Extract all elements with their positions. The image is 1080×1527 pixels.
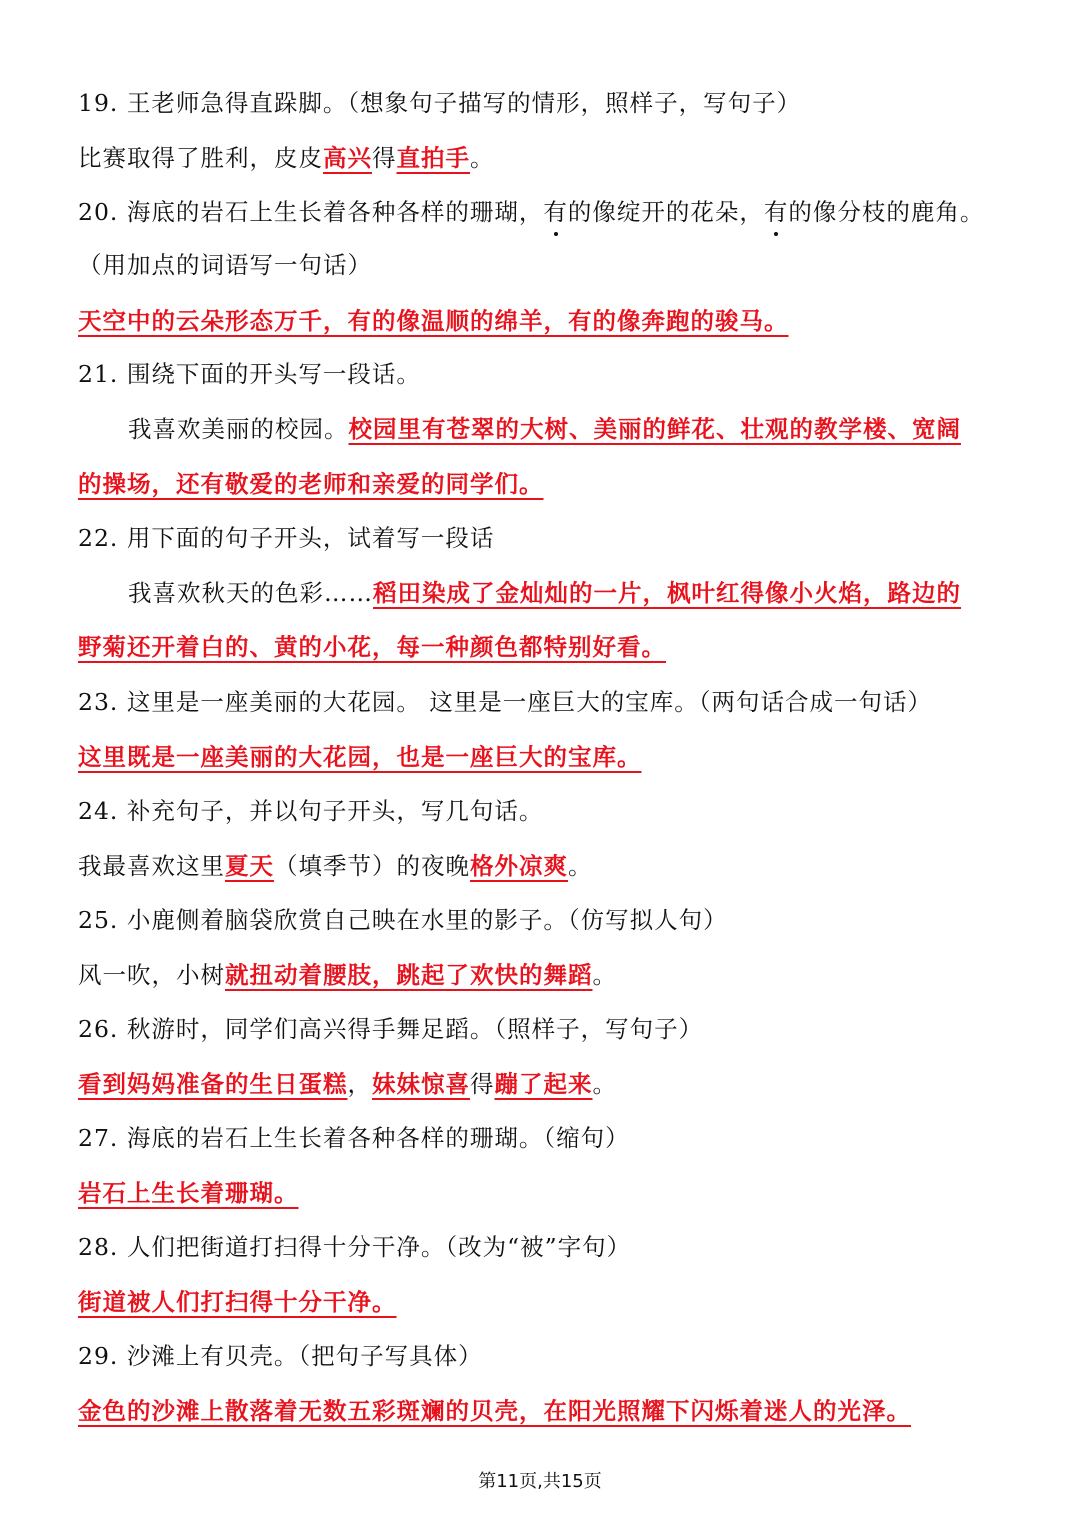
q28-prompt: 28. 人们把街道打扫得十分干净。（改为“被”字句） — [78, 1233, 632, 1261]
q24-answer-prefix: 我最喜欢这里 — [78, 852, 225, 880]
q24-answer-line — [78, 849, 1010, 883]
q21-lead: 我喜欢美丽的校园。 — [128, 415, 349, 443]
q28-answer: 街道被人们打扫得十分干净。 — [78, 1288, 397, 1316]
q19-prompt: 19. 王老师急得直跺脚。（想象句子描写的情形，照样子，写句子） — [78, 89, 802, 117]
q19-answer-fill-1: 高兴 — [323, 144, 372, 172]
q26-answer-fill-2: 妹妹惊喜 — [372, 1070, 470, 1098]
q20-answer: 天空中的云朵形态万千，有的像温顺的绵羊，有的像奔跑的骏马。 — [78, 307, 789, 335]
q26-answer-end: 。 — [592, 1070, 617, 1098]
q26-answer-fill-3: 蹦了起来 — [494, 1070, 593, 1098]
q24-prompt: 24. 补充句子，并以句子开头，写几句话。 — [78, 797, 544, 825]
q27-prompt: 27. 海底的岩石上生长着各种各样的珊瑚。（缩句） — [78, 1124, 630, 1152]
q29-prompt: 29. 沙滩上有贝壳。（把句子写具体） — [78, 1342, 483, 1370]
q26-answer-line — [78, 1067, 1010, 1101]
q21-answer-line-2 — [78, 467, 1010, 501]
q22-lead: 我喜欢秋天的色彩…… — [128, 579, 373, 607]
q25-answer-fill: 就扭动着腰肢，跳起了欢快的舞蹈 — [225, 961, 593, 989]
q19-answer-mid: 得 — [372, 144, 397, 172]
q21-answer-line-1 — [128, 412, 1010, 446]
q21-answer-part-2: 的操场，还有敬爱的老师和亲爱的同学们。 — [78, 470, 544, 498]
q23-answer-line — [78, 740, 1010, 774]
q24-answer-mid: （填季节）的夜晚 — [274, 852, 470, 880]
q20-prompt-text: 20. 海底的岩石上生长着各种各样的珊瑚， — [78, 198, 544, 226]
q22-answer-line-1 — [128, 576, 1010, 610]
q20-prompt-line-1 — [78, 195, 1010, 229]
q26-prompt: 26. 秋游时，同学们高兴得手舞足蹈。（照样子，写句子） — [78, 1015, 704, 1043]
q26-answer-mid: 得 — [470, 1070, 495, 1098]
q19-answer-prefix: 比赛取得了胜利，皮皮 — [78, 144, 323, 172]
page-number-footer: 第11页,共15页 — [478, 1471, 602, 1492]
q29-answer-line — [78, 1394, 1010, 1428]
q20-dotted-word-2: 有 — [764, 195, 789, 229]
q24-answer-fill-1: 夏天 — [225, 852, 274, 880]
q24-answer-end: 。 — [568, 852, 593, 880]
q19-answer-line — [78, 141, 1010, 175]
q27-answer: 岩石上生长着珊瑚。 — [78, 1179, 299, 1207]
q28-answer-line — [78, 1285, 1010, 1319]
q25-answer-end: 。 — [592, 961, 617, 989]
q25-prompt: 25. 小鹿侧着脑袋欣赏自己映在水里的影子。（仿写拟人句） — [78, 906, 728, 934]
q20-prompt-line-2: （用加点的词语写一句话） — [78, 251, 372, 279]
q22-answer-line-2 — [78, 630, 1010, 664]
q26-answer-sep: ， — [347, 1070, 372, 1098]
q29-answer: 金色的沙滩上散落着无数五彩斑斓的贝壳，在阳光照耀下闪烁着迷人的光泽。 — [78, 1397, 911, 1425]
q22-answer-part-1: 稻田染成了金灿灿的一片，枫叶红得像小火焰，路边的 — [373, 579, 961, 607]
q26-answer-fill-1: 看到妈妈准备的生日蛋糕 — [78, 1070, 348, 1098]
q21-prompt: 21. 围绕下面的开头写一段话。 — [78, 360, 421, 388]
q20-prompt-mid-1: 的像绽开的花朵， — [567, 198, 764, 226]
q25-answer-prefix: 风一吹，小树 — [78, 961, 225, 989]
q23-answer: 这里既是一座美丽的大花园，也是一座巨大的宝库。 — [78, 743, 642, 771]
q20-prompt-mid-2: 的像分枝的鹿角。 — [788, 198, 985, 226]
q20-dotted-word-1: 有 — [543, 195, 568, 229]
q22-answer-part-2: 野菊还开着白的、黄的小花，每一种颜色都特别好看。 — [78, 633, 666, 661]
q27-answer-line — [78, 1176, 1010, 1210]
q20-answer-line — [78, 304, 1010, 338]
q23-prompt: 23. 这里是一座美丽的大花园。 这里是一座巨大的宝库。（两句话合成一句话） — [78, 688, 933, 716]
q21-answer-part-1: 校园里有苍翠的大树、美丽的鲜花、壮观的教学楼、宽阔 — [348, 415, 961, 443]
q24-answer-fill-2: 格外凉爽 — [470, 852, 568, 880]
q25-answer-line — [78, 958, 1010, 992]
q19-answer-end: 。 — [470, 144, 495, 172]
q19-answer-fill-2: 直拍手 — [396, 144, 470, 172]
q22-prompt: 22. 用下面的句子开头，试着写一段话 — [78, 524, 495, 552]
